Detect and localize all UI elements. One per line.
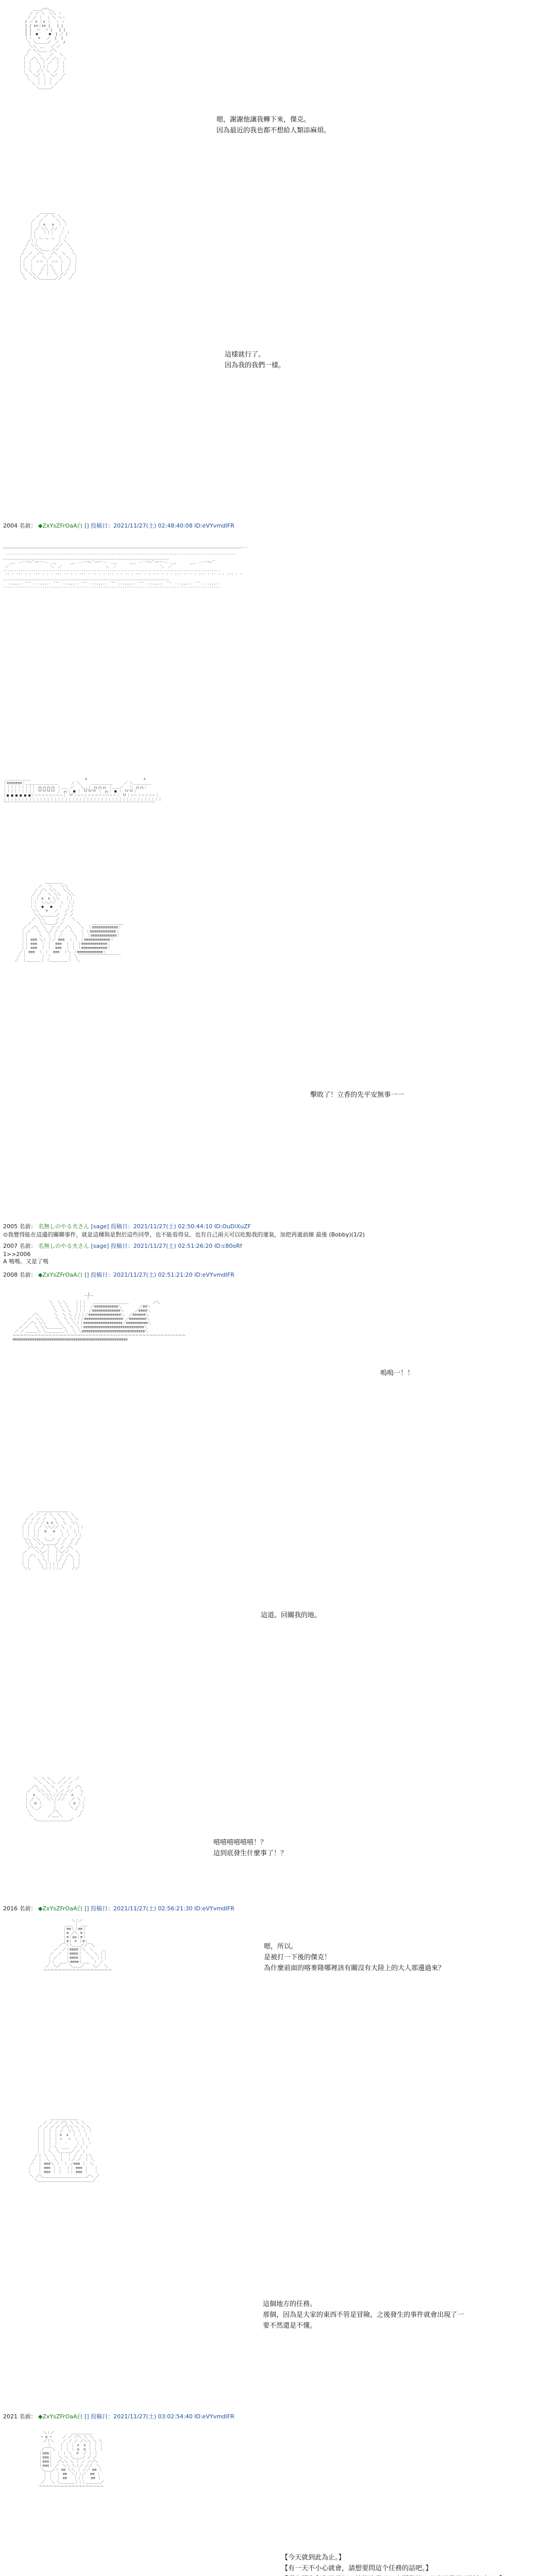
post-label: 名前：	[19, 1272, 37, 1278]
dialog-panel-6	[261, 1610, 321, 1621]
poster-name: ◆ZxYsZFrOaA白	[38, 2413, 83, 2420]
post-header-2016	[3, 1905, 234, 1912]
post-label: 名前：	[19, 1243, 37, 1249]
post-number: 2005	[3, 1223, 18, 1230]
post-label: 名前：	[19, 522, 37, 529]
dialog-panel-8	[264, 1941, 445, 1974]
ascii-art-panel-3-buildings: ＿＿＿＿＿＿＿ ∧ ∧ ｜≡≡≡≡≡≡≡｜＿＿＿＿＿＿＿＿＿ ／ ＼ ＿＿＿＿＿＿ ／ ＼＿＿＿＿＿ ｜｜｜｜｜｜｜｜｜ ┌┐┌┐┌┐┌┐ ｜＿＿ ／ ＼＿｜ ┌┐┌┐┌┐ ｜＿＿／ ＼ ┌┐┌┐｜ ｜｜｜｜｜｜｜｜｜ └┘└┘└┘└┘ ｜ ┌┐｜ ■ ｜ └┘└┘└┘ ｜ ┌┐｜ ■ ｜ └┘└┘｜ ｜■ ■ ■ ■ ■ ■｜＝＝＝＝＝＝＝＝｜ └┘｜＝＝｜＝＝＝＝＝＝＝＝｜ └┘｜＝＝｜＝＝＝＝｜ ｜｜｜｜｜｜｜｜｜｜｜｜｜｜｜｜｜｜｜｜｜｜｜｜｜｜｜｜｜｜｜｜｜｜｜｜｜｜｜｜｜｜｜｜ ￣￣￣￣￣￣￣￣￣￣￣￣￣￣￣￣￣￣￣￣￣￣￣￣￣￣￣￣￣￣￣￣￣￣￣￣￣￣￣￣￣￣	[3, 777, 162, 806]
dialog-panel-2	[225, 349, 285, 371]
dialog-line: 要不然還是不懂。	[263, 2322, 317, 2330]
dialog-panel-7	[213, 1837, 287, 1859]
post-number: 2021	[3, 2413, 18, 2420]
ascii-art-panel-2: ＿＿＿＿ ／ ／ ＼ ＼ ／ ／ ＼ ＼ ｜ ｜ ∧ ∧ ｜ ｜ ｜ ／ ＼＼ ／／ ｜ ｜｜ ｜｜｜ ｜ ｜ ｜｜ ＿ ＿ ＿ ｜ ｜ ／｜｜ ｀ ｀ ｀ ｜ ＼ ／ ＼＼ ／／ ＼ ／ ＼＼＿＿ ／／ ＼ ／ ／ ／＼ ／＼ ＼ ＼ ｜ ／ ／ ＼ ／ ＼ ＼ ｜ ｜｜ ｜ ＝＝ ｜ ＝＝ ｜ ｜ ｜ ｜｜ ｜ ／｜＼ ｜ ｜ ｜ ｜ ＼ ｜ ／ ｜ ＼ ｜ ／ ｜ ＼ ＼＼ ／ ｜ ＼ ／／ ／ ＼ ＼＼＿＿＿＿／／ ／	[19, 210, 78, 280]
post-meta: [] 投稿日：2021/11/27(土) 02:51:21:20 ID:eVYvmdlFR	[84, 1272, 234, 1278]
post-label: 名前：	[19, 1905, 37, 1912]
dialog-line: 嗯，謝謝他讓我轉下來，傑克。	[216, 116, 311, 124]
ascii-art-panel-6: ＿＿＿＿＿＿＿＿＿ ／ ／ ／ ＼ ＼ ＼ ＼ ／ ／ ／ ／ ＼ ＼ ＼ ＼ ／ ／ ／ ／ ∧ ∧ ＼ ＼ ＼＼ ｜ ｜ ｜ ／ ＼＼／／ ＼ ｜ ｜｜ ｜ ｜ ｜｜ ◎ ◎ ｜ ｜ ｜｜ ｜ ｜ ｜｜ ‥ ｜ ｜ ｜｜ ＼＼ ＼＼ ＼＿／ ／ ／ ／ ／ ＼＼ ＼＼＿＿＿／ ／ ／ ／ ／＼＼ ／ ｜ ＼ ／ ／＼ ／ ＼＼／｜ ｜＼／／ ＼ ｜ ／＼ ＼ ｜ ｜ ／ ／＼ ｜ ｜ ｜ ＼ ＼｜ ｜／ ／ ｜ ｜ ｜ ｜ ＼ ｜｜｜｜ ／ ｜ ｜ ＼＼ ＼｜｜｜｜／ ／／	[21, 1509, 85, 1570]
ascii-art-panel-10: ＼｜／ ＿＿＿＿＿＿ ─ ◎ ─ ／ ／ ／＼ ＼ ＼ ／｜＼ ／ ／ ／ ／＼＼ ＼ ＼ ｜ ｜ ｜ ｜ ∧ ∧ ｜ ｜ ｜ ／￣￣＼ ｜ ｜ ｜ ◎ ◎ ｜ ｜ ｜ ｜≡≡≡｜ ｜ ｜ ＼ ▽ ／ ｜ ｜ ｜≡≡≡｜ ＼ ＼ ＼＿＿／ ／ ／ ｜≡≡≡｜ ／＼＼ ＼ ｜ ／ ／／＼ ｜≡≡≡｜ ／ ＼＼ ＼｜／ ／／ ＼ ＼＿＿／｜ ≡≡ ＼＼ ｜ ／／ ≡≡ ｜ ｜ ｜ ｜ ≡≡ ＼｜｜／ ≡≡ ｜ ｜ ｜ ｜ ≡≡ ｜｜｜ ≡≡ ｜ ／ ＼ ＼＿＿＿＿｜｜｜＿＿＿＿／ ～～～～～～～～～～～～～～～～～～	[39, 2431, 104, 2488]
dialog-line: 這樣就行了。	[225, 351, 265, 359]
dialog-line: 【有一天不小心就會，請想要問這个任務的話吧。】	[281, 2565, 432, 2572]
dialog-panel-1	[216, 114, 330, 136]
post-number: 2004	[3, 522, 18, 529]
poster-name: ◆ZxYsZFrOaA白	[38, 1905, 83, 1912]
post-header-2007	[3, 1243, 242, 1250]
dialog-line: 那個，因為是大家的東西不管是冒險，之後發生的事件就會出現了一	[263, 2311, 464, 2319]
dialog-line: 擊敗了！立香的先平安無事一一	[310, 1091, 405, 1099]
comment-line: A 嗎嗎。又是了嗎	[3, 1258, 49, 1265]
dialog-panel-4	[310, 1090, 404, 1100]
ascii-art-panel-8: ＼｜／ ＿＿ ｜ ＿＿ ｜≡≡｜｜≡≡｜ ｜≡ ／＼ ≡｜ ｜≡｜◎◎｜≡｜ ｜≡｜ ▽ ｜≡｜ ／￣＼＼＿＿／／￣＼ ／ ／｜≡≡≡≡｜＼ ＼ ＿ ／ ／ ｜≡≡≡≡｜ ＼ ＼ ｜｜ ｜ ／ ｜≡≡≡≡｜ ＼ ｜｜｜ ｜｜ ＿＿｜≡≡≡≡｜＿＿ ｜ ／ ／ ＼／ ＼＿＿／ ＼／ ＼ ～～～～～～～～～～～～～～～～～～～	[43, 1919, 112, 1972]
dialog-panel-9	[263, 2299, 464, 2331]
post-number: 2008	[3, 1272, 18, 1278]
post-label: 名前：	[19, 2413, 37, 2420]
reply-link[interactable]: 1>>2006	[3, 1251, 31, 1258]
post-label: 名前：	[19, 1223, 37, 1230]
post-meta: [sage] 投稿日：2021/11/27(土) 02:51:26:20 ID:c80oRf	[91, 1243, 242, 1249]
post-header-2005	[3, 1223, 251, 1230]
ascii-art-panel-5: ＿|＿ ｜ ＼ ＼ ＼ ｜｜｜ ＿＿＿＿＿＿＿＿＿＿ ／＼ ＼ ＼ ＼ ｜｜｜ ／≡≡≡≡≡≡≡≡≡≡≡＼ ／≡≡＼ ＼ ＼ ＼ ｜｜｜ ／≡≡≡≡≡≡≡≡≡≡≡≡≡＼ ／≡≡≡≡＼ ／＼ ＼ ＼ ＼ ｜｜｜／≡≡≡≡≡≡≡≡≡≡≡≡≡≡≡＼ ／≡≡≡≡≡≡＼ ／ ＼＼ ＼ ＼ ＼｜｜｜≡≡≡≡≡≡≡≡≡≡≡≡≡≡≡≡≡≡ ／≡≡≡≡≡≡≡≡＼ ／ ／＼ ＼＼ ＼ ＼ ＼｜｜≡≡≡≡≡≡≡≡≡≡≡≡≡≡≡≡≡≡／≡≡≡≡≡≡≡≡≡≡＼ ／ ／ ＼ ＼＼＿＿＿＿＼ ＼ ＼｜≡≡≡≡≡≡≡≡≡≡≡≡≡≡≡≡≡≡≡≡≡≡≡≡≡≡≡≡＼ ／ ／ ＿＿＿＼ ＼＿＿＿＿＿＼ ＼ ＼≡≡≡≡≡≡≡≡≡≡≡≡≡≡≡≡≡≡≡≡≡≡≡≡≡≡≡≡≡＼ ～～～～～～～～～～～～～～～～～～～～～～～～～～～～～～～～～～～～～～～～～～～～～～～～ ≡≡≡≡≡≡≡≡≡≡≡≡≡≡≡≡≡≡≡≡≡≡≡≡≡≡≡≡≡≡≡≡≡≡≡≡≡≡≡≡≡≡≡≡≡≡≡≡≡≡≡≡≡	[12, 1292, 186, 1342]
post-header-2008	[3, 1272, 234, 1279]
dialog-line: 因為我的我們一樣。	[225, 362, 286, 369]
post-meta: [] 投稿日：2021/11/27(土) 02:56:21:30 ID:eVYvmdlFR	[84, 1905, 234, 1912]
dialog-panel-5	[380, 1368, 414, 1379]
ascii-art-panel-7: ＼ ＼ ＼ ／ ／ ／ ＼ ＼ ＼ ／ ／ ／ ／＼ ＼ ＼ ／ ／ ／＼ ／ ＼＼ ＼ ｜ ／ ／／ ＼ ｜ ∧ ＼＼＼｜／／／ ∧ ｜ ｜ ／ ＼ ＼＼｜／／ ／ ＼ ｜ ｜｜ ◎ ｜ ｜ ｜ ◎ ｜｜ ｜ ＼ ／ ｜ ＼ ／ ｜ ＼ ￣ ／＼ ￣ ／ ＼ ／＿＿＼ ／ ＼＿＿＿＿＿＿＿＿＿／	[25, 1776, 87, 1822]
poster-name: ◆ZxYsZFrOaA白	[38, 1272, 83, 1278]
ascii-art-panel-9: ＿＿＿＿＿＿＿＿ ／ ／ ／ ／＼ ＼ ＼ ＼ ／ ／ ／ ／ ／＼＼ ＼ ＼ ＼ ｜ ｜ ｜ ｜ ／ ＼＼ ｜ ｜ ｜ ｜ ｜ ｜ ｜ ∧ ∧ ｜ ｜ ｜ ｜ ｜ ｜ ｜ ─ ─ ｜ ｜ ｜ ｜ ｜ ｜ ｜ ‥ ｜ ｜ ｜ ｜ ｜ ｜ ＼ ＿＿ ／ ｜ ｜ ｜ ｜ ＼ ＼＿＿＿／ ／ ｜ ／｜ ＼ ＼ ｜ ｜ ／ ／ ｜＼ ／ ｜ ＼ ＼ ｜ ｜／ ／ ｜ ＼ ／ ｜ ≡≡≡＼ ｜ ｜ ／≡≡≡ ｜ ＼ ｜ ｜ ≡≡≡ ｜ ｜ ｜｜ ≡≡≡ ｜ ｜ ｜ ｜ ≡≡≡ ｜ ｜ ｜｜ ≡≡≡ ｜ ｜ ＼ ／＼＿＿＿＿＿＿＿＿＿＿＿＿／＼ ／ ＼＿＿＿＿＿＿＿＿＿＿＿＿＿＿＿／	[28, 2116, 99, 2182]
post-header-2021	[3, 2413, 234, 2420]
dialog-line: 因為最近的我也都不想給人類添麻煩。	[216, 127, 331, 134]
ascii-art-panel-4: ＿＿＿＿＿ ／ ＼ ＼＼ ／ ／＼ ＼＼ ＼＼ ／ ／ ＼ ＼＼ ＼＼ ｜ ｜ ∧ ∧ ＼＼ ｜｜ ｜｜ ＼＼／／ ｜ ｜｜ ｜｜ ● ● ｜ ｜｜ ＼＼ ▽ ／ ／ ／ ＼＼＿＿＿＿／ ／ ／ ／ ＼＼ ／ ／ ＼ ／ ＼＼＿＿／ ／ ＼ ＿＿＿＿＿＿＿＿＿ ／ ／＼ ＼ ／ ／ ／＼ ＼ ｜≡≡≡≡≡≡≡≡≡≡≡≡｜ ｜ ／ ＼ ＼／ ／ ／ ＼ ｜ ｜≡≡≡≡≡≡≡≡≡≡≡≡｜ ｜｜ ＼ ｜ ｜ ／ ＼ ｜ ｜≡≡≡≡≡≡≡≡≡≡≡≡｜ ｜｜ ≡≡≡ ＼｜ ｜／ ≡≡≡ ｜ ｜ ｜≡≡≡≡≡≡≡≡≡≡≡≡｜ ｜｜ ≡≡≡ ｜ ｜ ≡≡≡ ｜ ｜ ｜≡≡≡≡≡≡≡≡≡≡≡≡｜ ｜｜ ≡≡≡ ｜ ｜ ≡≡≡ ｜ ｜ ｜≡≡≡≡≡≡≡≡≡≡≡≡｜ ／｜ ≡≡≡ ｜ ｜ ≡≡≡ ｜＼ ｜≡≡≡≡≡≡≡≡≡≡≡≡｜ ／ ｜ ｜ ｜ ｜ ＼￣￣￣￣￣￣￣￣￣￣￣￣ ／ ｜＿＿＿＿｜ ｜＿＿＿＿＿｜ ＼	[14, 880, 124, 962]
post-meta: [] 投稿日：2021/11/27(土) 02:48:40:08 ID:eVYvmdlFR	[84, 522, 234, 529]
reply-anchor[interactable]	[3, 1251, 30, 1258]
post-meta: [sage] 投稿日：2021/11/27(土) 02:50:44:10 ID:OuDiXuZF	[91, 1223, 251, 1230]
poster-name: ◆ZxYsZFrOaA白	[38, 522, 83, 529]
dialog-line: 嗯，所以。	[264, 1943, 298, 1951]
post-number: 2016	[3, 1905, 18, 1912]
dialog-line	[281, 2574, 506, 2576]
dialog-line: 為什麼前面的喀麥隆哪裡該有關沒有大陸上的大人那邊過來？	[264, 1964, 445, 1972]
post-header-2004	[3, 522, 234, 530]
dialog-line: 嗚嗚一！！	[380, 1369, 414, 1377]
poster-name: 名無しのやる夫さん	[38, 1223, 89, 1230]
ascii-art-panel-1: ＿＿／⌒＼＿ ／ ／ ＼ ＼＼ ヽ ／ ／ ｜ ｜ ＼ ＼ヽ / ／ ∧ ｜∧ ｜ ヽ ヽ | / ∧∧｜∧∧ | | | | | ⌒ ⌒ | | | | | ● ● | ／ | ｜ヽ ▽ ／ | | ＼ ＼＿＿＿／ ／ / ＼＼ ＿ ／ ／ ／ ＼＼＿＿ ／＼ ／ ＼ ／ ＼ ｜ ／＼ ＼ ／ ／＼ ｜ ｜ ｜ ＼ ｜ ／ ｜ ｜ ｜ ｜ ｜｜｜ ｜ ｜ ｜ ＼ ／｜ ＼ ／ ｜ ＼ ＼／ ｜ ＼／ ／ ＼ ｜ ｜ ｜ ／ ＼ ｜ ｜ ｜ ／ ＼＿＿＿／	[23, 7, 68, 90]
ascii-art-panel-3-sky: ＿＿＿＿＿＿＿＿＿＿＿＿＿＿＿＿＿＿＿＿＿＿＿＿＿＿＿＿＿＿＿＿＿＿＿＿＿＿＿＿＿＿＿＿＿＿＿＿＿＿＿＿＿＿＿＿＿＿＿＿＿＿＿＿＿＿＿＿ ￣￣￣￣￣￣￣￣￣￣￣￣￣￣￣￣￣￣￣￣￣￣￣￣￣￣￣￣￣￣￣￣￣￣￣￣￣￣￣￣￣￣￣￣￣￣￣￣￣￣￣￣￣￣￣￣￣￣￣￣￣￣￣￣￣￣ ‐‐‐‐‐‐‐‐‐‐‐‐‐‐‐‐‐‐‐‐‐‐‐‐‐‐‐‐‐‐‐‐‐‐‐‐‐‐‐‐‐‐‐‐‐‐‐‐‐‐‐‐‐‐‐‐‐‐‐‐‐‐‐‐‐‐‐‐‐‐‐‐‐‐‐‐‐‐‐‐‐‐‐‐‐‐‐‐‐‐‐‐‐‐‐‐‐‐‐‐‐‐‐‐‐‐ ‥‥‥‥‥‥‥‥‥‥‥‥‥‥‥‥‥‥‥‥‥‥‥‥‥‥‥‥‥‥‥‥‥‥‥‥‥‥‥‥‥‥‥‥‥‥‥‥‥‥‥‥‥‥‥‥‥‥‥‥‥‥‥‥‥‥‥‥‥ ,,. -‐''"~￣~"''‐- .,, ,,. -‐''"~￣~"''‐- .,, ,,. -‐''"~￣~"''‐- .,, ,,. -‐''"~￣ ／ ＼ ／ ＼ ／ ＼ ／ ‐‐‐‐‐‐‐‐‐‐‐‐‐‐‐‐‐‐‐‐‐‐‐‐‐‐‐‐‐‐‐‐‐‐‐‐‐‐‐‐‐‐‐‐‐‐‐‐‐‐‐‐‐‐‐‐‐‐‐‐‐‐‐‐‐‐‐‐‐‐‐‐‐‐‐‐‐‐‐‐‐‐‐‐‐‐‐‐‐‐‐‐‐‐‐‐‐‐‐‐ '' ' ''' ' ' ''' ' ' ' ''' '' ' ' ''' ' '' ' ' ''' ' ' '' ' ''' ' ' ''' ' ' ' ''' '' ' ' ''' ' '' ' ' ''' ' ' ‥‥‥‥‥‥‥‥‥‥‥‥‥‥‥‥‥‥‥‥‥‥‥‥‥‥‥‥‥‥‥‥‥‥‥‥‥‥‥‥‥‥‥‥‥‥‥‥‥‥‥‥‥‥‥‥‥‥‥‥‥‥‥‥‥‥‥‥‥ ..,,,.. ''' ...,,,.. ''' ...,,,.. ''' ...,,,.. ''' ...,,,.. ''' ...,,,.. ''' ...,,,.. ''' ...,,,.. ‐‐‐‐‐‐‐‐‐‐‐‐‐‐‐‐‐‐‐‐‐‐‐‐‐‐‐‐‐‐‐‐‐‐‐‐‐‐‐‐‐‐‐‐‐‐‐‐‐‐‐‐‐‐‐‐‐‐‐‐‐‐‐‐‐‐‐‐‐‐‐‐‐‐‐‐‐‐‐‐‐‐‐‐‐‐‐‐‐‐‐‐‐‐‐‐‐‐‐‐	[3, 544, 248, 589]
dialog-line: 這到底發生什麼事了！？	[213, 1850, 288, 1857]
post-meta: [] 投稿日：2021/11/27(土) 03:02:54:40 ID:eVYvmdlFR	[84, 2413, 234, 2420]
dialog-line: 這個地方的任務。	[263, 2300, 317, 2308]
dialog-line: 這道。回關我的地。	[261, 1612, 322, 1619]
post-number: 2007	[3, 1243, 18, 1249]
dialog-line: 嘻嘻嘻嘻嘻嘻！？	[213, 1839, 267, 1846]
dialog-line: 【今天就到此為止。】	[281, 2554, 345, 2562]
comment-line: ⊙我覺得能在這邊的關聯事件，就是這種與是對於這些同學，也不能看得見、也有自己兩天可以吃點我的運氣，加把再遞前線 最後 (Bobby)(1/2)	[3, 1231, 365, 1238]
dialog-panel-10	[281, 2552, 506, 2576]
poster-name: 名無しのやる夫さん	[38, 1243, 89, 1249]
dialog-line: 是被打一下後的傑克！	[264, 1954, 331, 1961]
